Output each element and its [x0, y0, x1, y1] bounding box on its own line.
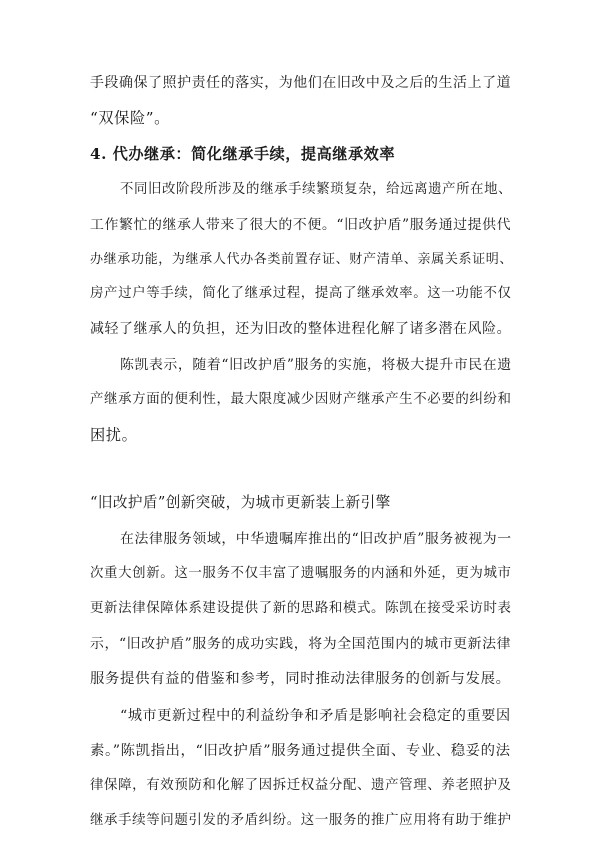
paragraph-line: 困扰。 — [90, 426, 138, 444]
paragraph-line: 素。”陈凯指出，“旧改护盾”服务通过提供全面、专业、稳妥的法 — [90, 743, 511, 759]
paragraph-line: 减轻了继承人的负担，还为旧改的整体进程化解了诸多潜在风险。 — [90, 321, 512, 337]
paragraph-line: 房产过户等手续，简化了继承过程，提高了继承效率。这一功能不仅 — [90, 286, 512, 301]
paragraph-line: “双保险”。 — [90, 109, 170, 127]
paragraph-line: 办继承功能，为继承人代办各类前置存证、财产清单、亲属关系证明、 — [90, 252, 514, 267]
paragraph-line: 在法律服务领域，中华遗嘱库推出的“旧改护盾”服务被视为一 — [120, 531, 512, 547]
paragraph-line: 律保障，有效预防和化解了因拆迁权益分配、遗产管理、养老照护及 — [90, 778, 512, 793]
paragraph-line: 继承手续等问题引发的矛盾纠纷。这一服务的推广应用将有助于维护 — [90, 813, 512, 828]
paragraph-line: 示，“旧改护盾”服务的成功实践，将为全国范围内的城市更新法律 — [90, 636, 512, 652]
paragraph-line: 手段确保了照护责任的落实，为他们在旧改中及之后的生活上了道 — [90, 75, 512, 91]
paragraph-line: 产继承方面的便利性，最大限度减少因财产继承产生不必要的纠纷和 — [90, 392, 512, 407]
paragraph-line: 次重大创新。这一服务不仅丰富了遗嘱服务的内涵和外延，更为城市 — [90, 566, 512, 581]
paragraph-line: 服务提供有益的借鉴和参考，同时推动法律服务的创新与发展。 — [90, 671, 511, 687]
paragraph-line: 更新法律保障体系建设提供了新的思路和模式。陈凯在接受采访时表 — [90, 601, 512, 616]
paragraph-line: “城市更新过程中的利益纷争和矛盾是影响社会稳定的重要因 — [120, 708, 511, 724]
paragraph-line: 工作繁忙的继承人带来了很大的不便。“旧改护盾”服务通过提供代 — [90, 217, 512, 233]
paragraph-line: 不同旧改阶段所涉及的继承手续繁琐复杂，给远离遗产所在地、 — [120, 182, 513, 197]
section-title: “旧改护盾”创新突破，为城市更新装上新引擎 — [90, 494, 391, 511]
paragraph-line: 陈凯表示，随着“旧改护盾”服务的实施，将极大提升市民在遗 — [120, 357, 512, 373]
section-heading-4: 4. 代办继承：简化继承手续，提高继承效率 — [90, 145, 396, 163]
